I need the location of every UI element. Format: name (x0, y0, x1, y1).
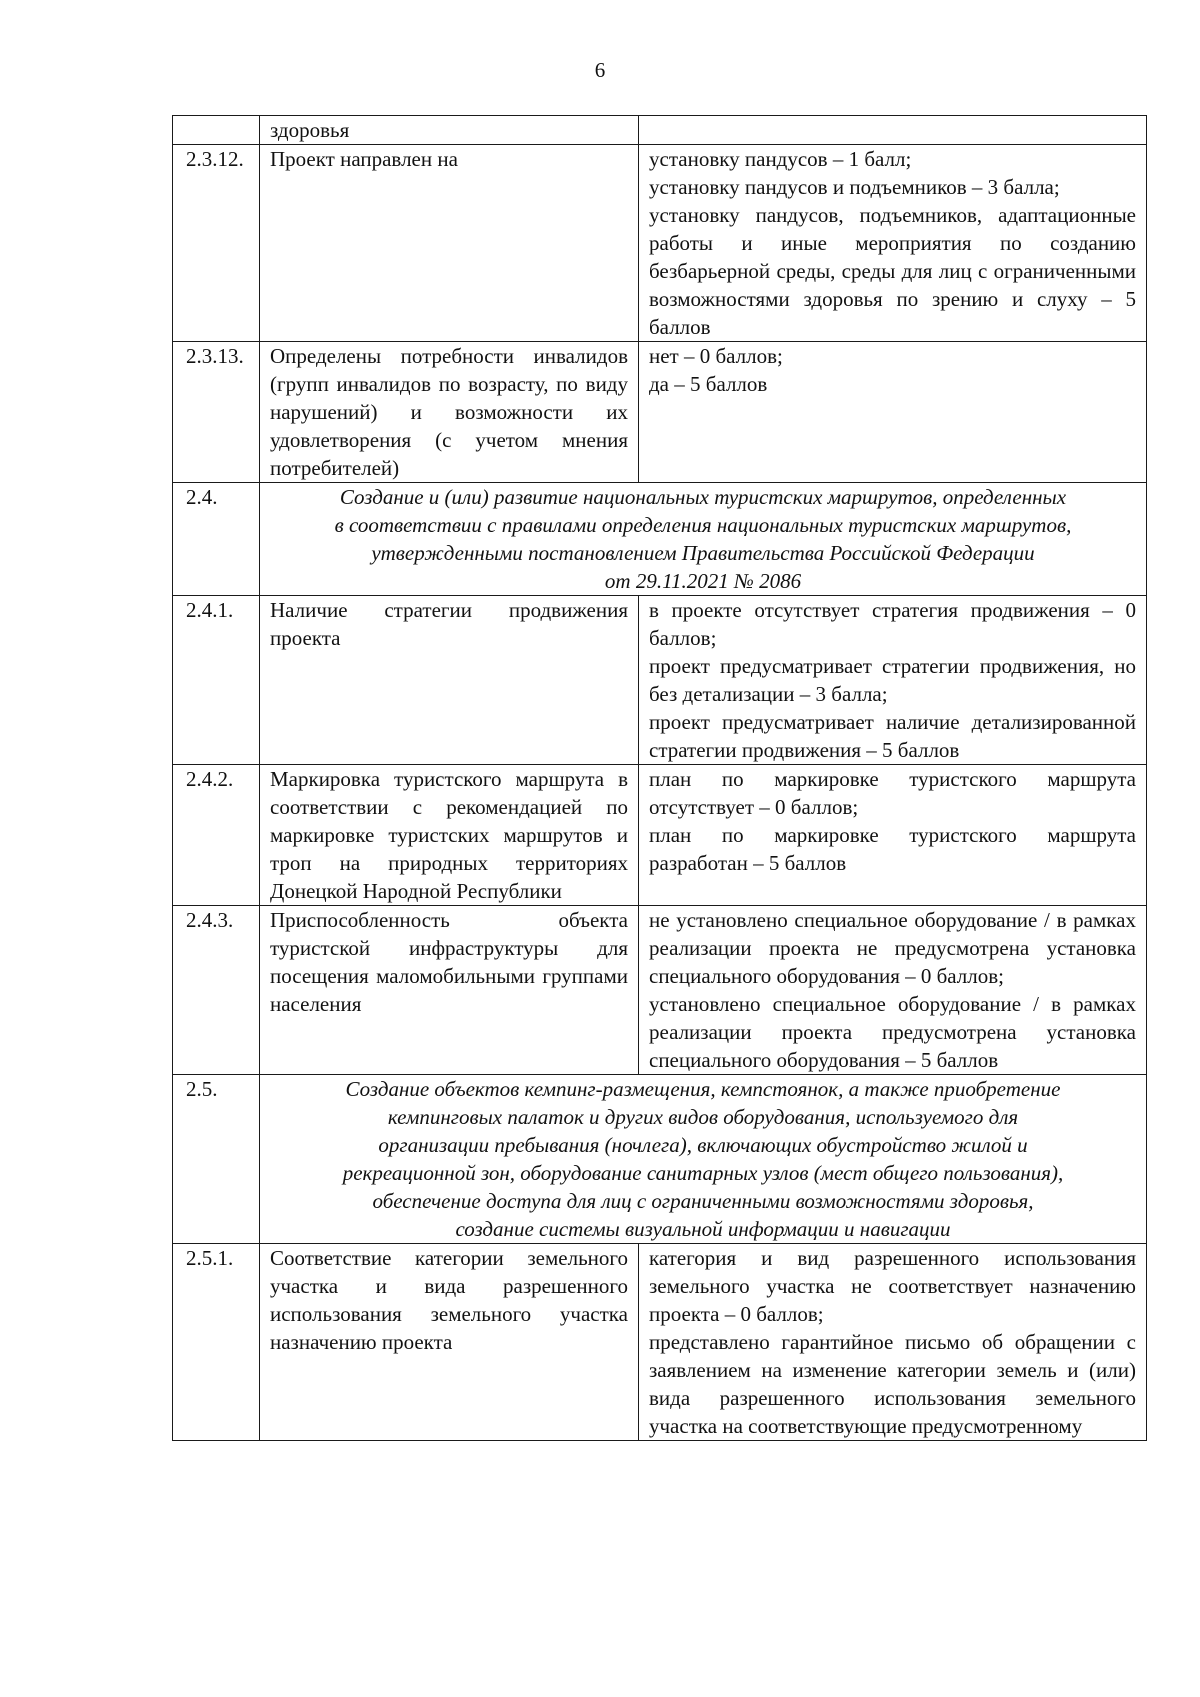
score-option: установку пандусов – 1 балл; (649, 147, 912, 171)
score-cell (639, 596, 1147, 765)
score-option: в проекте отсутствует стратегия продвижения – 0 баллов; (649, 598, 1136, 650)
score-option: нет – 0 баллов; (649, 344, 783, 368)
row-number (173, 116, 260, 145)
score-option: установлено специальное оборудование / в рамках реализации проекта предусмотрена установка специального оборудования – 5 баллов (649, 992, 1136, 1072)
criterion-text: Соответствие категории земельного участка и вида разрешенного использования земельного участка назначению проекта (260, 1244, 639, 1441)
criterion-text: здоровья (260, 116, 639, 145)
score-cell (639, 116, 1147, 145)
score-option: план по маркировке туристского маршрута разработан – 5 баллов (649, 823, 1136, 875)
table-row (173, 596, 1147, 765)
score-cell (639, 1244, 1147, 1441)
section-title-line: утвержденными постановлением Правительства Российской Федерации (371, 541, 1035, 565)
section-row (173, 483, 1147, 596)
table-row (173, 765, 1147, 906)
row-number: 2.4.2. (173, 765, 260, 906)
table-row (173, 1244, 1147, 1441)
section-title-line: организации пребывания (ночлега), включающих обустройство жилой и (378, 1133, 1028, 1157)
section-title-line: обеспечение доступа для лиц с ограниченными возможностями здоровья, (372, 1189, 1034, 1213)
section-title-line: Создание и (или) развитие национальных туристских маршрутов, определенных (339, 485, 1067, 509)
row-number: 2.4.3. (173, 906, 260, 1075)
row-number: 2.5. (173, 1075, 260, 1244)
section-title (260, 483, 1147, 596)
section-title (260, 1075, 1147, 1244)
table-row (173, 342, 1147, 483)
score-option: установку пандусов, подъемников, адаптационные работы и иные мероприятия по созданию безбарьерной среды, среды для лиц с ограниченными возможностями здоровья по зрению и слуху – 5 баллов (649, 203, 1136, 339)
criterion-text: Наличие стратегии продвижения проекта (260, 596, 639, 765)
score-option: категория и вид разрешенного использования земельного участка не соответствует назначению проекта – 0 баллов; (649, 1246, 1136, 1326)
score-option: проект предусматривает наличие детализированной стратегии продвижения – 5 баллов (649, 710, 1136, 762)
section-row (173, 1075, 1147, 1244)
score-option: план по маркировке туристского маршрута отсутствует – 0 баллов; (649, 767, 1136, 819)
score-cell (639, 145, 1147, 342)
table-row (173, 906, 1147, 1075)
criteria-table (172, 115, 1147, 1441)
criterion-text: Проект направлен на (260, 145, 639, 342)
section-title-line: создание системы визуальной информации и навигации (455, 1217, 951, 1241)
section-title-line: от 29.11.2021 № 2086 (604, 569, 802, 593)
score-option: представлено гарантийное письмо об обращении с заявлением на изменение категории земель и (или) вида разрешенного использования земельного участка на соответствующие предусмотренному (649, 1330, 1136, 1438)
section-title-line: рекреационной зон, оборудование санитарных узлов (мест общего пользования), (342, 1161, 1064, 1185)
row-number: 2.3.12. (173, 145, 260, 342)
score-option: да – 5 баллов (649, 372, 768, 396)
score-option: не установлено специальное оборудование / в рамках реализации проекта не предусмотрена установка специального оборудования – 0 баллов; (649, 908, 1136, 988)
score-cell (639, 906, 1147, 1075)
criterion-text: Маркировка туристского маршрута в соответствии с рекомендацией по маркировке туристских маршрутов и троп на природных территориях Донецкой Народной Республики (260, 765, 639, 906)
score-option: проект предусматривает стратегии продвижения, но без детализации – 3 балла; (649, 654, 1136, 706)
table-row (173, 116, 1147, 145)
row-number: 2.4. (173, 483, 260, 596)
criterion-text: Определены потребности инвалидов (групп инвалидов по возрасту, по виду нарушений) и возможности их удовлетворения (с учетом мнения потребителей) (260, 342, 639, 483)
section-title-line: в соответствии с правилами определения национальных туристских маршрутов, (334, 513, 1072, 537)
row-number: 2.5.1. (173, 1244, 260, 1441)
score-option: установку пандусов и подъемников – 3 балла; (649, 175, 1060, 199)
score-cell (639, 342, 1147, 483)
section-title-line: кемпинговых палаток и других видов оборудования, используемого для (387, 1105, 1019, 1129)
table-row (173, 145, 1147, 342)
score-cell (639, 765, 1147, 906)
row-number: 2.4.1. (173, 596, 260, 765)
section-title-line: Создание объектов кемпинг-размещения, кемпстоянок, а также приобретение (345, 1077, 1061, 1101)
page-number: 6 (594, 58, 606, 82)
criterion-text: Приспособленность объекта туристской инфраструктуры для посещения маломобильными группами населения (260, 906, 639, 1075)
row-number: 2.3.13. (173, 342, 260, 483)
